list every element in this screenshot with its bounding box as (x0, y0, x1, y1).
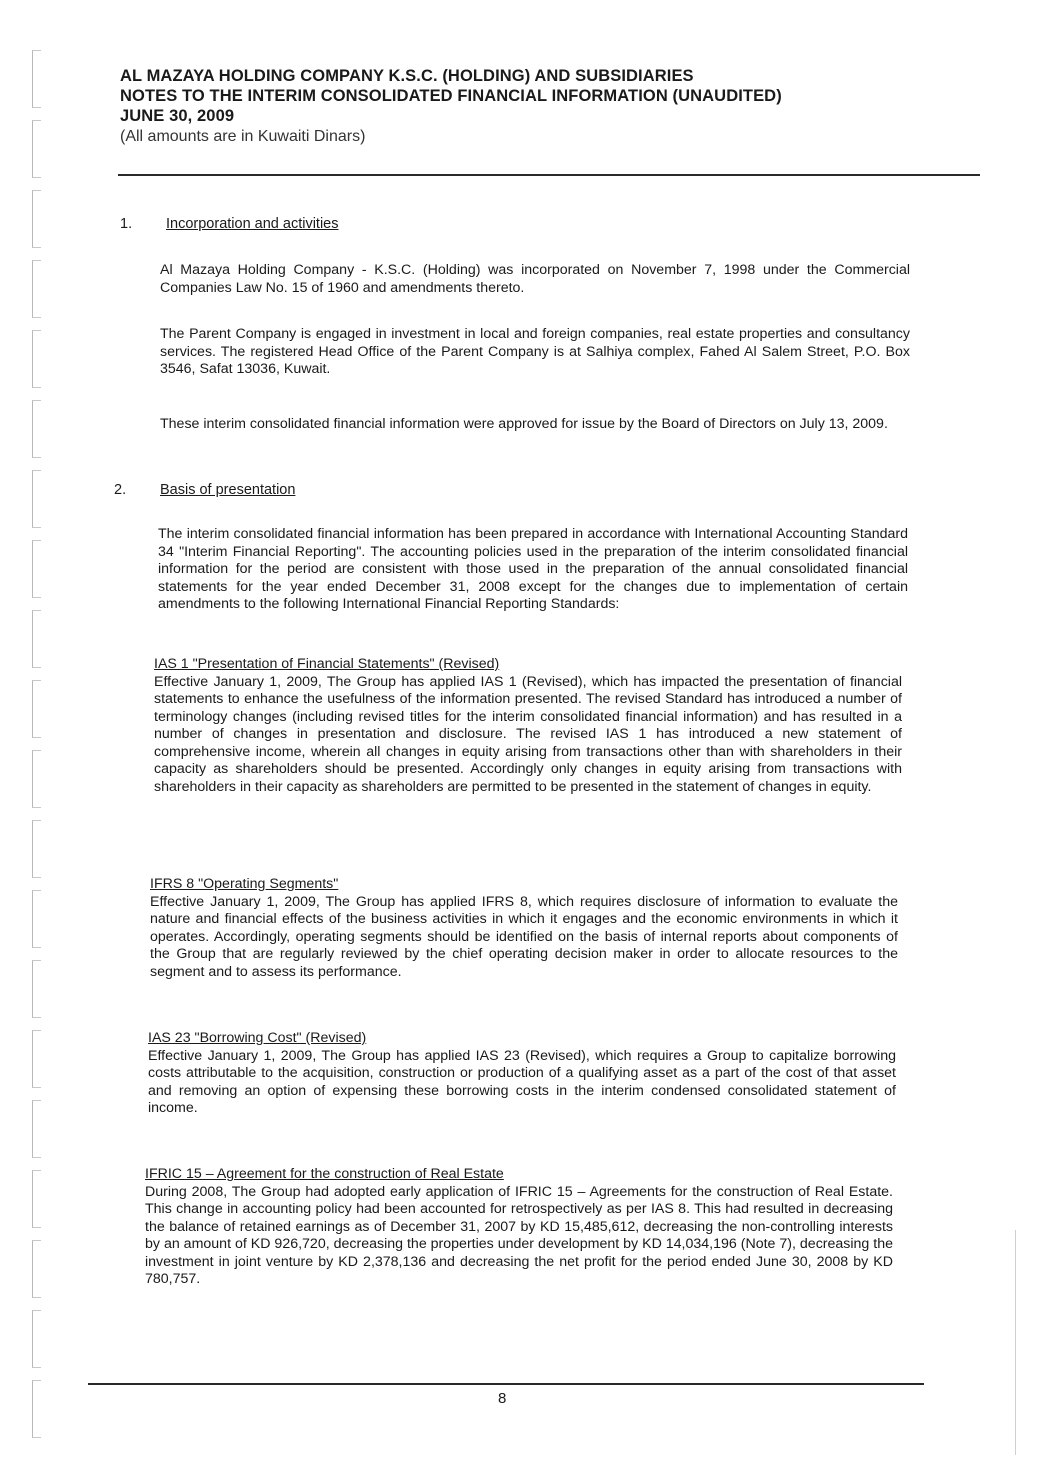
page-header (120, 66, 980, 148)
section-2-number: 2. (114, 482, 127, 498)
footer-rule (88, 1383, 924, 1385)
ifrs-8-text: Effective January 1, 2009, The Group has applied IFRS 8, which requires disclosure of information to evaluate the nature and financial effects of the business activities in which it engages and the economic environments in which it operates. Accordingly, operating segments should be identified on the basis of internal reports about components of the Group that are regularly reviewed by the chief operating decision maker in order to allocate resources to the segment and to assess its performance. (150, 893, 898, 980)
report-date: JUNE 30, 2009 (120, 107, 235, 125)
page-number: 8 (498, 1390, 507, 1407)
currency-note: (All amounts are in Kuwaiti Dinars) (120, 128, 366, 145)
ifrs-8-block (150, 876, 898, 981)
section-1-paragraph-2 (160, 326, 910, 379)
section-2-intro (158, 526, 908, 614)
section-2-title: Basis of presentation (160, 482, 296, 498)
ifrs-8-title: IFRS 8 "Operating Segments" (150, 876, 339, 892)
basis-intro-text: The interim consolidated financial information has been prepared in accordance with International Accounting Standard 34 "Interim Financial Reporting". The accounting policies used in the preparation of the interim consolidated financial information for the period are consistent with those used in the preparation of the annual consolidated financial statements for the year ended December 31, 2008 except for the changes due to implementation of certain amendments to the following International Financial Reporting Standards: (158, 526, 908, 612)
binder-hole-marks (22, 40, 52, 1460)
document-title: NOTES TO THE INTERIM CONSOLIDATED FINANCIAL INFORMATION (UNAUDITED) (120, 87, 782, 105)
section-1-paragraph-1 (160, 262, 910, 297)
ias-23-text: Effective January 1, 2009, The Group has applied IAS 23 (Revised), which requires a Group to capitalize borrowing costs attributable to the acquisition, construction or production of a qualifying asset as a part of the cost of that asset and removing an option of expensing these borrowing costs in the interim condensed consolidated statement of income. (148, 1047, 896, 1116)
ias-1-text: Effective January 1, 2009, The Group has applied IAS 1 (Revised), which has impacted the presentation of financial statements to enhance the usefulness of the information presented. The revised Standard has introduced a number of terminology changes (including revised titles for the interim consolidated financial information) and has resulted in a number of changes in presentation and disclosure. The revised IAS 1 has introduced a new statement of comprehensive income, wherein all changes in equity arising from transactions other than with shareholders in their capacity as shareholders should be presented. Accordingly only changes in equity arising from transactions with shareholders in their capacity as shareholders are permitted to be presented in the statement of changes in equity. (154, 673, 902, 795)
approval-text: These interim consolidated financial information were approved for issue by the Board of Directors on July 13, 2009. (160, 416, 888, 432)
incorporation-text: Al Mazaya Holding Company - K.S.C. (Holding) was incorporated on November 7, 1998 under the Commercial Companies Law No. 15 of 1960 and amendments thereto. (160, 262, 910, 296)
section-1-paragraph-3 (160, 416, 910, 434)
page-edge-mark (1015, 1230, 1017, 1455)
section-1-number: 1. (120, 216, 133, 232)
company-name: AL MAZAYA HOLDING COMPANY K.S.C. (HOLDING) AND SUBSIDIARIES (120, 67, 694, 85)
header-rule (118, 174, 980, 176)
ias-23-block (148, 1030, 896, 1118)
ifric-15-title: IFRIC 15 – Agreement for the construction of Real Estate (145, 1166, 504, 1182)
ifric-15-text: During 2008, The Group had adopted early application of IFRIC 15 – Agreements for the construction of Real Estate. This change in accounting policy had been accounted for retrospectively as per IAS 8. This had resulted in decreasing the balance of retained earnings as of December 31, 2007 by KD 15,485,612, decreasing the non-controlling interests by an amount of KD 926,720, decreasing the properties under development by KD 14,034,196 (Note 7), decreasing the investment in joint venture by KD 2,378,136 and decreasing the net profit for the period ended June 30, 2008 by KD 780,757. (145, 1183, 893, 1287)
ifric-15-block (145, 1166, 893, 1289)
activities-text: The Parent Company is engaged in investment in local and foreign companies, real estate properties and consultancy services. The registered Head Office of the Parent Company is at Salhiya complex, Fahed Al Salem Street, P.O. Box 3546, Safat 13036, Kuwait. (160, 326, 910, 377)
ias-1-title: IAS 1 "Presentation of Financial Statements" (Revised) (154, 656, 500, 672)
ias-23-title: IAS 23 "Borrowing Cost" (Revised) (148, 1030, 367, 1046)
section-1-title: Incorporation and activities (166, 216, 339, 232)
ias-1-block (154, 656, 902, 796)
